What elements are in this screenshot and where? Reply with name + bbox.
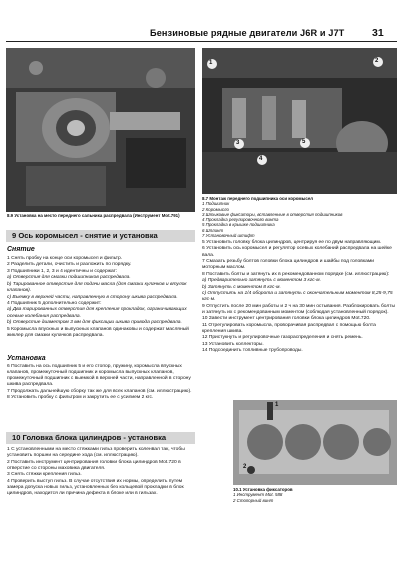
figure-caption-3-title: 10.1 Установка фиксаторов xyxy=(233,487,293,492)
photo-marker: 1 xyxy=(209,60,213,66)
photo-camshaft-seal-install xyxy=(6,48,195,212)
step-text: 8 Поставить болты и затянуть их в рекомендованном порядке (см. иллюстрацию): xyxy=(202,271,390,277)
removal-steps xyxy=(7,256,195,339)
step-text: 6 Поставить на ось подшипник 5 и его стопор, пружину, коромысла впускных клапанов, промежуточный подшипник и коромысла выпускных клапанов, промежуточный подшипник с выемкой в верхней части, направленной в сторону шкива распредвала. xyxy=(7,364,191,388)
step-text: 5 Коромысла впускных и выпускных клапанов одинаковы и содержат масляный жиклер для смазки кулачков распредвала. xyxy=(7,326,189,338)
step-text: 1 Снять пробку на конце оси коромысел и фильтр. xyxy=(7,256,123,261)
page-title: Бензиновые рядные двигатели J6R и J7T xyxy=(150,28,345,38)
step-text: 2 Разделить детали, очистить и разложить по порядку. xyxy=(7,262,132,268)
section-10-heading-bar xyxy=(6,432,195,444)
step-text: a) Отверстия для смазки подшипников распредвала. xyxy=(7,275,131,281)
step-text: 7 Смазать резьбу болтов головки блока цилиндров и шайбы под головками моторным маслом. xyxy=(202,259,374,271)
figure-caption-1 xyxy=(7,213,197,218)
caption-item: 5 Прокладка в крышке подшипника xyxy=(202,222,275,228)
caption-item: 7 Установочный штифт xyxy=(202,233,255,239)
section-9-title: 9 Ось коромысел - снятие и установка xyxy=(12,231,158,240)
caption-item: 1 Инструмент Mot. 588 xyxy=(233,492,283,498)
caption-item: 3 Штыковые фиксаторы, вставленные в отверстия подшипников xyxy=(202,211,343,217)
step-text: 4 Проверить выступ гильз. В случае отсутствия их нормы, определить путем замера допуска новых гильз, установленных без кольцевой прокладки в блок цилиндров, находится ли причина дефекта в блоке или в гильзах. xyxy=(7,478,184,496)
section-10-title: 10 Головка блока цилиндров - установка xyxy=(12,433,167,442)
install-steps xyxy=(7,364,195,402)
step-text: c) Отпустить на 1/4 оборота и затянуть с окончательным моментом 8,25-9,75 кгс·м. xyxy=(202,291,393,303)
step-text: b) Тарированное отверстие для подачи масла (для смазки кулачков и втулок клапанов). xyxy=(7,281,187,294)
photo-marker: 2 xyxy=(375,58,379,64)
caption-item: 1 Подшипник xyxy=(202,201,230,207)
right-column-steps xyxy=(202,240,397,355)
photo-marker: 1 xyxy=(275,402,279,408)
section-10-steps xyxy=(7,447,195,497)
photo-marker: 3 xyxy=(236,140,240,146)
step-text: 5 Установить головку блока цилиндров, центрируя ее по двум направляющим. xyxy=(202,240,382,245)
page-header xyxy=(0,0,403,44)
section-9-heading-bar xyxy=(6,230,195,242)
step-text: 9 Отпустить после 20 мин работы и 2 ч на 30 мин остывания. Разблокировать болты и затянуть их с рекомендованным моментом (соблюдая установленный порядок). xyxy=(202,303,395,315)
photo-head-dowels xyxy=(233,400,397,485)
figure-caption-3 xyxy=(233,487,397,503)
step-text: 1 С установленными на место стяжками гильз проверить коленвал так, чтобы установить поршни на середине хода (см. иллюстрацию). xyxy=(7,447,185,459)
step-text: 4 Подшипник 5 дополнительно содержит: xyxy=(7,301,102,306)
step-text: 2 Поставить инструмент центрирования головки блока цилиндров Mot.720 в отверстие со стороны маховика двигателя. xyxy=(7,459,181,471)
step-text: 3 Подшипники 1, 2, 3 и 4 идентичны и содержат: xyxy=(7,268,118,274)
step-text: 6 Установить ось коромысел и регулятор осевых колебаний распредвала на шейке вала. xyxy=(202,246,392,258)
caption-item: 2 Стопорный винт xyxy=(233,497,274,503)
figure-caption-2-title: 8.7 Монтаж переднего подшипника оси коромысел xyxy=(202,196,314,201)
photo-marker: 5 xyxy=(302,139,306,145)
caption-item: 2 Коромысло xyxy=(202,206,229,212)
step-text: 7 Продолжать дальнейшую сборку так же для всех клапанов (см. иллюстрацию). xyxy=(7,388,192,394)
step-text: 12 Пристукнуть и регулировочные газораспределения и снять ремень. xyxy=(202,335,363,341)
step-text: a) Предварительно затянуть с моментом 3 кгс·м. xyxy=(202,278,322,284)
step-text: 10 Завести инструмент центрирования головки блока цилиндров Mot.720. xyxy=(202,316,371,322)
step-text: 11 Отрегулировать коромысла, проворачивая распредвал с помощью болта крепления шкива. xyxy=(202,322,376,334)
photo-marker: 2 xyxy=(243,464,247,470)
step-text: a) Два тарированных отверстия для крепления прокладок, ограничивающих осевые колебания распредвала. xyxy=(7,307,187,319)
step-text: b) Отверстие диаметром 3 мм для фиксации шкива привода распредвала. xyxy=(7,320,182,326)
caption-item: 6 Шплинт xyxy=(202,227,224,233)
step-text: 3 Снять стяжки крепления гильз. xyxy=(7,472,82,478)
step-text: 13 Установить коллекторы. xyxy=(202,341,264,347)
photo-rocker-bearing xyxy=(202,48,397,194)
figure-caption-1-title: 8.9 Установка на место переднего сальника распредвала (Инструмент Mot.791) xyxy=(7,213,180,218)
install-heading: Установка xyxy=(7,355,46,362)
step-text: b) Затянуть с моментом 8 кгс·м. xyxy=(202,284,281,290)
header-divider xyxy=(6,41,397,42)
caption-item: 4 Прокладка регулировочного винта xyxy=(202,217,279,223)
figure-caption-2 xyxy=(202,196,398,238)
step-text: c) Выемку в верхней части, направленную в сторону шкива распредвала. xyxy=(7,294,178,300)
removal-heading: Снятие xyxy=(7,246,35,253)
step-text: 8 Установить пробку с фильтром и закрутить ее с усилием 2 кгс. xyxy=(7,395,154,401)
photo-marker: 4 xyxy=(259,156,263,162)
step-text: 14 Подсоединить топливные трубопроводы. xyxy=(202,348,303,354)
page-number: 31 xyxy=(372,27,384,39)
